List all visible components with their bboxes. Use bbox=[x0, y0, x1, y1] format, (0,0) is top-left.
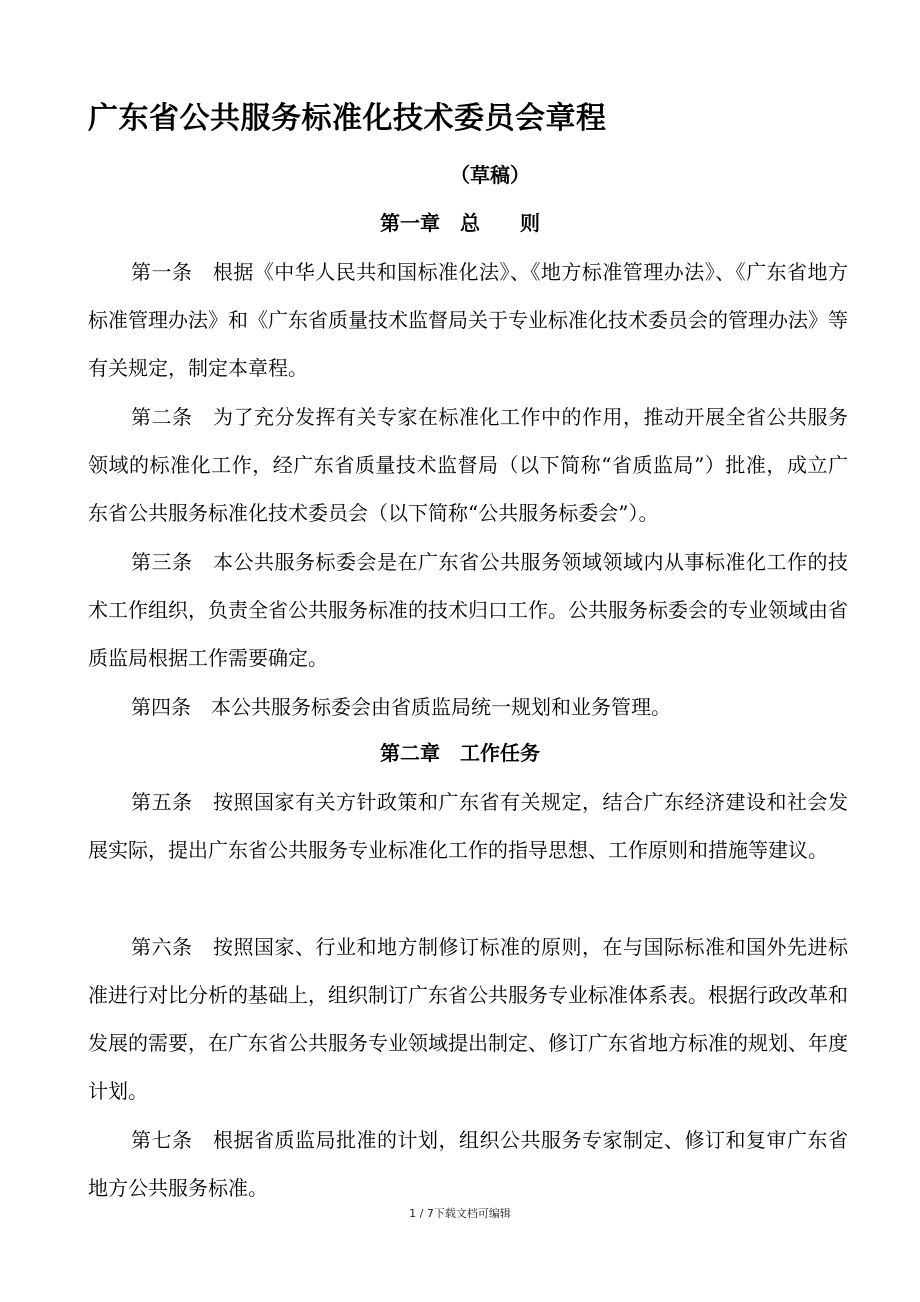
chapter-1-heading: 第一章 总 则 bbox=[380, 211, 540, 235]
article-7: 第七条 根据省质监局批准的计划，组织公共服务专家制定、修订和复审广东省地方公共服务标准。 bbox=[88, 1128, 848, 1200]
chapter-2-heading: 第二章 工作任务 bbox=[380, 741, 540, 765]
page-footer: 1 / 7下载文档可编辑 bbox=[409, 1207, 511, 1220]
article-4: 第四条 本公共服务标委会由省质监局统一规划和业务管理。 bbox=[131, 695, 671, 719]
article-2: 第二条 为了充分发挥有关专家在标准化工作中的作用，推动开展全省公共服务领域的标准化工作，经广东省质量技术监督局（以下简称“省质监局”）批准，成立广东省公共服务标准化技术委员会（以下简称“公共服务标委会”）。 bbox=[88, 405, 848, 525]
article-5: 第五条 按照国家有关方针政策和广东省有关规定，结合广东经济建设和社会发展实际，提出广东省公共服务专业标准化工作的指导思想、工作原则和措施等建议。 bbox=[88, 790, 848, 862]
draft-label: （草稿） bbox=[450, 163, 530, 187]
document-title: 广东省公共服务标准化技术委员会章程 bbox=[88, 101, 607, 136]
article-3: 第三条 本公共服务标委会是在广东省公共服务领域领域内从事标准化工作的技术工作组织，负责全省公共服务标准的技术归口工作。公共服务标委会的专业领域由省质监局根据工作需要确定。 bbox=[88, 550, 848, 670]
article-1: 第一条 根据《中华人民共和国标准化法》、《地方标准管理办法》、《广东省地方标准管理办法》和《广东省质量技术监督局关于专业标准化技术委员会的管理办法》等有关规定，制定本章程。 bbox=[88, 260, 848, 380]
article-6: 第六条 按照国家、行业和地方制修订标准的原则，在与国际标准和国外先进标准进行对比分析的基础上，组织制订广东省公共服务专业标准体系表。根据行政改革和发展的需要，在广东省公共服务专业领域提出制定、修订广东省地方标准的规划、年度计划。 bbox=[88, 935, 848, 1103]
